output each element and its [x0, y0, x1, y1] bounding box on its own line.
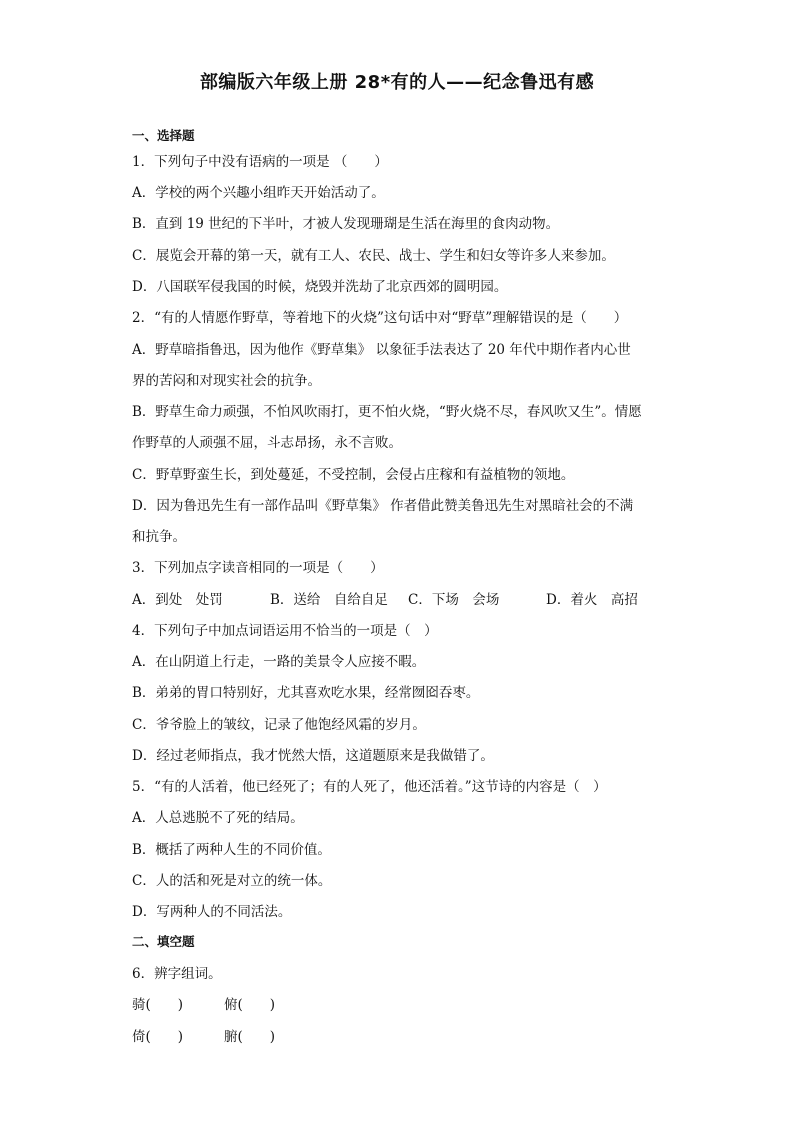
q6-item-fu2: 腑( ) — [224, 1029, 276, 1045]
q3-option-b: B．送给 自给自足 — [270, 592, 388, 608]
q1-option-b: B．直到 19 世纪的下半叶，才被人发现珊瑚是生活在海里的食肉动物。 — [132, 216, 560, 232]
q4-option-b: B．弟弟的胃口特别好，尤其喜欢吃水果，经常囫囵吞枣。 — [132, 685, 480, 701]
q6-stem: 6．辨字组词。 — [132, 966, 222, 982]
q4-option-a: A．在山阴道上行走，一路的美景令人应接不暇。 — [132, 654, 426, 670]
q2-option-d-line2: 和抗争。 — [132, 529, 186, 545]
q2-stem: 2．“有的人情愿作野草，等着地下的火烧”这句话中对“野草”理解错误的是（ ） — [132, 310, 628, 326]
q2-option-c: C．野草野蛮生长，到处蔓延，不受控制，会侵占庄稼和有益植物的领地。 — [132, 467, 575, 483]
q4-stem: 4．下列句子中加点词语运用不恰当的一项是（ ） — [132, 623, 438, 639]
q3-option-a: A．到处 处罚 — [132, 592, 223, 608]
q4-option-c: C．爷爷脸上的皱纹，记录了他饱经风霜的岁月。 — [132, 717, 426, 733]
q6-row-1 — [132, 993, 275, 1013]
q2-option-b-line2: 作野草的人顽强不屈，斗志昂扬，永不言败。 — [132, 435, 402, 451]
q5-option-b: B．概括了两种人生的不同价值。 — [132, 842, 331, 858]
q1-option-d: D．八国联军侵我国的时候，烧毁并洗劫了北京西郊的圆明园。 — [132, 279, 508, 295]
q1-option-a: A．学校的两个兴趣小组昨天开始活动了。 — [132, 185, 385, 201]
q5-option-d: D．写两种人的不同活法。 — [132, 904, 292, 920]
q3-options — [132, 588, 638, 608]
q6-row-2 — [132, 1025, 275, 1045]
q3-stem: 3．下列加点字读音相同的一项是（ ） — [132, 560, 384, 576]
q6-item-qi: 骑( ) — [132, 997, 184, 1013]
section-heading-fill: 二、填空题 — [132, 934, 195, 949]
q2-option-b-line1: B．野草生命力顽强，不怕风吹雨打，更不怕火烧，“野火烧不尽，春风吹又生”。情愿 — [132, 404, 642, 420]
q3-option-d: D．着火 高招 — [546, 592, 638, 608]
q6-item-yi: 倚( ) — [132, 1029, 184, 1045]
q5-stem: 5．“有的人活着，他已经死了；有的人死了，他还活着。”这节诗的内容是（ ） — [132, 779, 607, 795]
q1-option-c: C．展览会开幕的第一天，就有工人、农民、战士、学生和妇女等许多人来参加。 — [132, 248, 615, 264]
page-title: 部编版六年级上册 28*有的人——纪念鲁迅有感 — [199, 72, 595, 93]
q1-stem: 1．下列句子中没有语病的一项是 （ ） — [132, 154, 388, 170]
q2-option-d-line1: D．因为鲁迅先生有一部作品叫《野草集》 作者借此赞美鲁迅先生对黑暗社会的不满 — [132, 498, 634, 514]
q6-item-fu: 俯( ) — [224, 997, 276, 1013]
q5-option-c: C．人的活和死是对立的统一体。 — [132, 873, 332, 889]
q2-option-a-line2: 界的苦闷和对现实社会的抗争。 — [132, 373, 321, 389]
section-heading-choice: 一、选择题 — [132, 128, 195, 143]
q2-option-a-line1: A．野草暗指鲁迅，因为他作《野草集》 以象征手法表达了 20 年代中期作者内心世 — [132, 342, 631, 358]
q3-option-c: C．下场 会场 — [408, 592, 500, 608]
q5-option-a: A．人总逃脱不了死的结局。 — [132, 810, 304, 826]
q4-option-d: D．经过老师指点，我才恍然大悟，这道题原来是我做错了。 — [132, 748, 494, 764]
